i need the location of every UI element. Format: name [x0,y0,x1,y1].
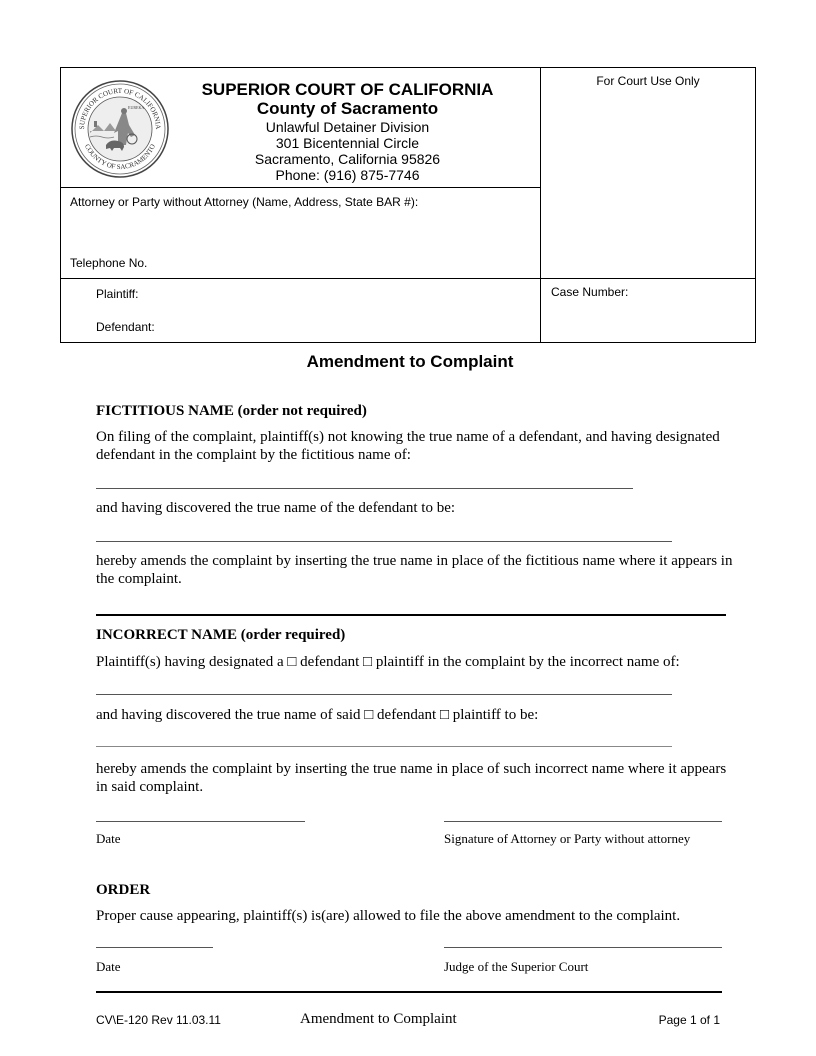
telephone-label: Telephone No. [70,256,148,270]
footer-rule [96,991,722,993]
fictitious-intro: On filing of the complaint, plaintiff(s) not knowing the true name of a defendant, and having designated defendant in the complaint by the fictitious name of: [96,429,720,463]
fictitious-true-name-line[interactable] [96,541,672,542]
county-name: County of Sacramento [256,99,439,118]
court-phone: Phone: (916) 875-7746 [275,167,420,183]
judge-signature-line[interactable] [444,947,722,948]
incorrect-amends: hereby amends the complaint by inserting the true name in place of such incorrect name where it appears in said complaint. [96,761,727,795]
seal-text-top: SUPERIOR COURT OF CALIFORNIA [77,86,163,130]
date-signature-line[interactable] [96,821,305,822]
incorrect-discovered: and having discovered the true name of said □ defendant □ plaintiff to be: [96,707,539,723]
court-street: 301 Bicentennial Circle [275,135,420,151]
fictitious-heading: FICTITIOUS NAME (order not required) [96,403,367,419]
seal-motto: EUREKA [128,105,145,110]
document-title: Amendment to Complaint [306,352,514,371]
footer-title: Amendment to Complaint [300,1011,457,1027]
incorrect-name-line[interactable] [96,694,672,695]
order-heading: ORDER [96,882,151,898]
signature-label: Signature of Attorney or Party without attorney [444,831,691,846]
judge-label: Judge of the Superior Court [444,959,589,974]
court-name: SUPERIOR COURT OF CALIFORNIA [201,80,494,99]
section-divider [96,614,726,616]
order-date-line[interactable] [96,947,213,948]
fictitious-discovered: and having discovered the true name of the defendant to be: [96,500,456,516]
caption-divider-parties [60,278,756,279]
plaintiff-field[interactable] [150,284,535,304]
attorney-signature-line[interactable] [444,821,722,822]
date-label: Date [96,831,121,846]
footer-page: Page 1 of 1 [658,1013,720,1027]
incorrect-true-name-line[interactable] [96,746,672,747]
caption-divider-attorney [60,187,540,188]
case-number-label: Case Number: [551,285,629,299]
incorrect-heading: INCORRECT NAME (order required) [96,627,346,643]
case-number-field[interactable] [550,302,750,338]
defendant-field[interactable] [165,317,535,337]
defendant-label: Defendant: [96,320,155,334]
attorney-field[interactable] [62,210,538,254]
plaintiff-label: Plaintiff: [96,287,139,301]
attorney-label: Attorney or Party without Attorney (Name, Address, State BAR #): [70,195,419,209]
order-date-label: Date [96,959,121,974]
court-division: Unlawful Detainer Division [265,119,430,135]
fictitious-name-line[interactable] [96,488,633,489]
footer-form-id: CV\E-120 Rev 11.03.11 [96,1013,221,1027]
court-use-label: For Court Use Only [596,74,700,88]
fictitious-amends: hereby amends the complaint by inserting the true name in place of the fictitious name where it appears in the complaint. [96,553,733,587]
order-text: Proper cause appearing, plaintiff(s) is(are) allowed to file the above amendment to the complaint. [96,908,681,924]
seal-text-bottom: COUNTY OF SACRAMENTO [82,142,158,172]
caption-divider-vertical [540,67,541,343]
court-city: Sacramento, California 95826 [254,151,441,167]
incorrect-intro: Plaintiff(s) having designated a □ defendant □ plaintiff in the complaint by the incorrect name of: [96,654,680,670]
court-seal-icon [70,79,170,179]
